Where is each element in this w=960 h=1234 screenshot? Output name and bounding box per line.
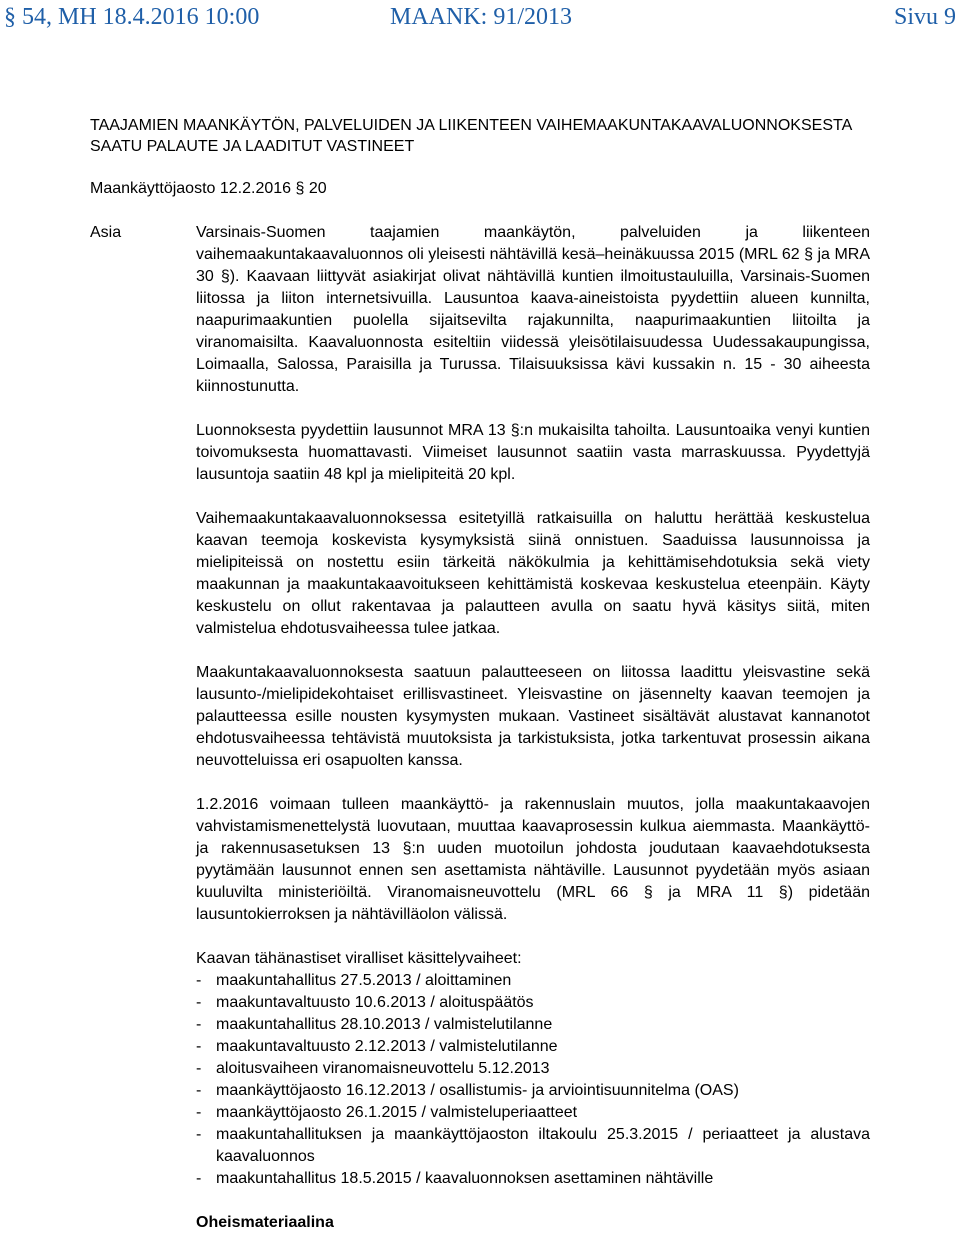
page-header bbox=[0, 4, 960, 40]
paragraph: Vaihemaakuntakaavaluonnoksessa esitetyillä ratkaisuilla on haluttu herättää keskustelua kaavan teemoja koskevista kysymyksistä siinä onnistuen. Saaduissa lausunnoissa ja mielipiteissä on nostettu esiin tärkeitä näkökulmia ja kehittämisehdotuksia sekä viety maakunnan ja maakuntakaavoitukseen kehittämistä koskevaa keskustelua eteenpäin. Käyty keskustelu on ollut rakentavaa ja palautteen avulla on saatu hyvä käsitys siitä, miten valmistelua ehdotusvaiheessa tulee jatkaa. bbox=[196, 510, 870, 637]
dash-bullet: - bbox=[196, 1060, 202, 1077]
title-line-1: TAAJAMIEN MAANKÄYTÖN, PALVELUIDEN JA LIIKENTEEN VAIHEMAAKUNTAKAAVALUONNOKSESTA bbox=[90, 117, 853, 134]
header-section-ref: § 54, MH 18.4.2016 10:00 bbox=[4, 4, 260, 30]
stage-text: maakuntavaltuusto 2.12.2013 / valmistelutilanne bbox=[216, 1038, 558, 1055]
title-line-2: SAATU PALAUTE JA LAADITUT VASTINEET bbox=[90, 138, 415, 155]
list-item bbox=[196, 1168, 870, 1190]
stage-text: maakuntahallitus 27.5.2013 / aloittaminen bbox=[216, 972, 512, 989]
dash-bullet: - bbox=[196, 1016, 202, 1033]
list-item bbox=[196, 1014, 870, 1036]
list-item bbox=[196, 992, 870, 1014]
section-label: Asia bbox=[90, 224, 122, 241]
paragraph: Maakuntakaavaluonnoksesta saatuun palautteeseen on liitossa laadittu yleisvastine sekä lausunto-/mielipidekohtaiset erillisvastineet. Yleisvastine on jäsennelty kaavan teemojen ja palautteessa esille nousten kysymysten mukaan. Vastineet sisältävät alustavat kannanotot ehdotusvaiheessa tehtävistä muutoksista ja tarkistuksista, jotka tarkentuvat prosessin aikana neuvotteluissa eri osapuolten kanssa. bbox=[196, 664, 870, 769]
paragraph: 1.2.2016 voimaan tulleen maankäyttö- ja rakennuslain muutos, jolla maakuntakaavojen vahvistamismenettelystä luovutaan, muuttaa kaavaprosessin kulkua aiemmasta. Maankäyttö- ja rakennusasetuksen 13 §:n uuden muotoilun johdosta joudutaan kaavaehdotuksesta pyytämään lausunnot ennen sen asettamista nähtäville. Lausunnot pyydetään myös asiaan kuuluvilta ministeriöiltä. Viranomaisneuvottelu (MRL 66 § ja MRA 11 §) pidetään lausuntokierroksen ja nähtävilläolon välissä. bbox=[196, 796, 870, 923]
dash-bullet: - bbox=[196, 1104, 202, 1121]
attachments-heading: Oheismateriaalina bbox=[196, 1214, 334, 1231]
dash-bullet: - bbox=[196, 994, 202, 1011]
list-item bbox=[196, 1080, 870, 1102]
stages-list bbox=[196, 970, 870, 1190]
header-case-number: MAANK: 91/2013 bbox=[390, 4, 573, 30]
header-page-number: Sivu 9 bbox=[893, 4, 956, 30]
document-title bbox=[90, 115, 910, 157]
dash-bullet: - bbox=[196, 972, 202, 989]
meeting-reference: Maankäyttöjaosto 12.2.2016 § 20 bbox=[90, 180, 327, 197]
dash-bullet: - bbox=[196, 1170, 202, 1187]
stage-text: maakuntahallitus 28.10.2013 / valmistelutilanne bbox=[216, 1016, 553, 1033]
list-item bbox=[196, 970, 870, 992]
stage-text: maankäyttöjaosto 26.1.2015 / valmisteluperiaatteet bbox=[216, 1104, 578, 1121]
paragraph: Varsinais-Suomen taajamien maankäytön, palveluiden ja liikenteen vaihemaakuntakaavaluonnos oli yleisesti nähtävillä kesä‒heinäkuussa 2015 (MRL 62 § ja MRA 30 §). Kaavaan liittyvät asiakirjat olivat nähtävillä kuntien ilmoitustauluilla, Varsinais-Suomen liitossa ja liiton internetsivuilla. Lausuntoa kaava-aineistoista pyydettiin alueen kunnilta, naapurimaakuntien puolella sijaitsevilta rajakunnilta, naapurimaakuntien liitoilta ja viranomaisilta. Kaavaluonnosta esiteltiin viidessä yleisötilaisuudessa Uudessakaupungissa, Loimaalla, Salossa, Paraisilla ja Turussa. Tilaisuuksissa kävi kussakin n. 15 - 30 aiheesta kiinnostunutta. bbox=[196, 224, 870, 395]
list-item bbox=[196, 1058, 870, 1080]
stage-text: maakuntahallitus 18.5.2015 / kaavaluonnoksen asettaminen nähtäville bbox=[216, 1170, 714, 1187]
stage-text: maakuntahallituksen ja maankäyttöjaoston iltakoulu 25.3.2015 / periaatteet ja alustava kaavaluonnos bbox=[216, 1126, 870, 1165]
document-body bbox=[196, 222, 870, 1234]
paragraph: Luonnoksesta pyydettiin lausunnot MRA 13 §:n mukaisilta tahoilta. Lausuntoaika venyi kuntien toivomuksesta huomattavasti. Viimeiset lausunnot saatiin vasta marraskuussa. Pyydettyjä lausuntoja saatiin 48 kpl ja mielipiteitä 20 kpl. bbox=[196, 422, 870, 483]
dash-bullet: - bbox=[196, 1126, 202, 1143]
list-item bbox=[196, 1036, 870, 1058]
dash-bullet: - bbox=[196, 1082, 202, 1099]
list-item bbox=[196, 1102, 870, 1124]
stage-text: aloitusvaiheen viranomaisneuvottelu 5.12.2013 bbox=[216, 1060, 550, 1077]
stages-heading: Kaavan tähänastiset viralliset käsittelyvaiheet: bbox=[196, 950, 522, 967]
stage-text: maankäyttöjaosto 16.12.2013 / osallistumis- ja arviointisuunnitelma (OAS) bbox=[216, 1082, 739, 1099]
list-item bbox=[196, 1124, 870, 1168]
dash-bullet: - bbox=[196, 1038, 202, 1055]
stage-text: maakuntavaltuusto 10.6.2013 / aloituspäätös bbox=[216, 994, 534, 1011]
